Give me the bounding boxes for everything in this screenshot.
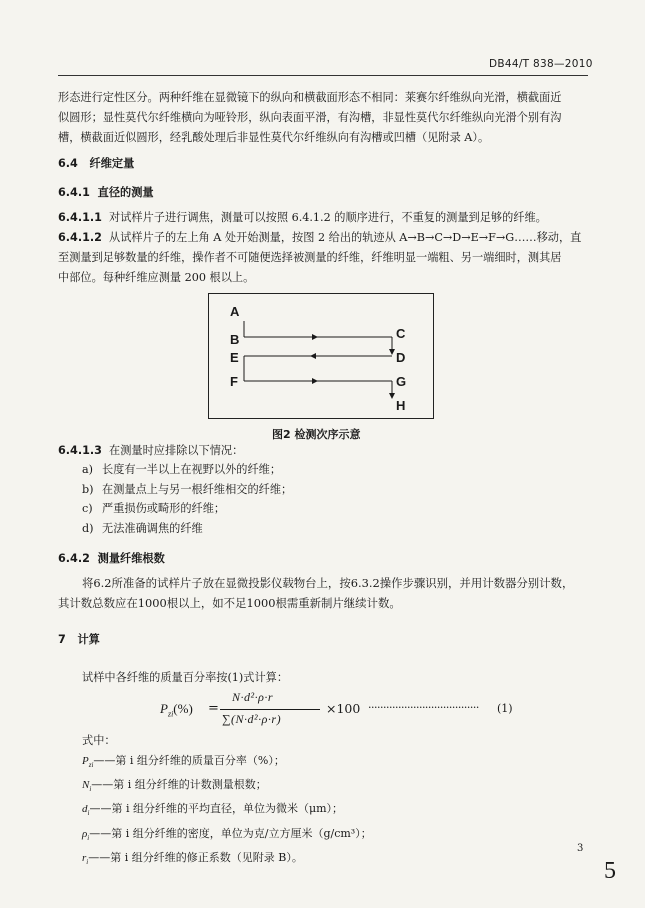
section-title: 测量纤维根数 <box>97 552 165 565</box>
point-e-label: E <box>230 350 239 365</box>
formula-lhs: $P_{zi}(\%)$ <box>160 701 193 719</box>
clause-6-4-1-1 <box>58 208 598 228</box>
section-7-heading <box>58 631 100 647</box>
point-g-label: G <box>396 374 407 389</box>
clause-6-4-1-2 <box>58 228 598 288</box>
section-title: 直径的测量 <box>97 186 154 199</box>
clause-number: 6.4.1.2 <box>58 231 102 244</box>
formula-equals: = <box>208 701 219 716</box>
formula-intro: 试样中各纤维的质量百分率按(1)式计算： <box>82 671 289 684</box>
point-h-label: H <box>396 398 406 413</box>
clause-line-3: 中部位。每种纤维应测量 200 根以上。 <box>58 271 255 284</box>
list-item: $P_{zi}——$第 i 组分纤维的质量百分率（%）； <box>82 754 285 770</box>
section-6-4-heading <box>58 155 134 171</box>
clause-text: 对试样片子进行调焦，测量可以按照 6.4.1.2 的顺序进行，不重复的测量到足够的纤维。 <box>109 211 547 224</box>
list-item: a) 长度有一半以上在视野以外的纤维； <box>82 463 282 476</box>
intro-paragraph <box>58 88 598 148</box>
clause-number: 6.4.1.1 <box>58 211 102 224</box>
clause-line-1: 将6.2所准备的试样片子放在显微投影仪载物台上，按6.3.2操作步骤识别，并用计数器分别计数， <box>82 576 574 590</box>
formula-times: ×100 <box>326 701 361 716</box>
clause-6-4-2-text <box>58 573 603 613</box>
clause-line-2: 至测量到足够数量的纤维，操作者不可随便选择被测量的纤维，纤维明显一端粗、另一端细时，测其居 <box>58 251 562 264</box>
point-a-label: A <box>230 304 240 319</box>
edge-page-number: 5 <box>604 858 616 884</box>
clause-text: 在测量时应排除以下情况： <box>109 444 244 457</box>
symbol-definitions <box>82 751 582 872</box>
page-number: 3 <box>577 843 584 854</box>
list-item: d) 无法准确调焦的纤维 <box>82 521 203 535</box>
section-number: 7 <box>58 633 66 646</box>
list-item: $r_i——$第 i 组分纤维的修正系数（见附录 B）。 <box>82 850 303 866</box>
section-title: 计算 <box>77 633 100 646</box>
point-c-label: C <box>396 326 406 341</box>
list-item: $d_i——$第 i 组分纤维的平均直径，单位为微米（μm）； <box>82 802 344 818</box>
list-item: b) 在测量点上与另一根纤维相交的纤维； <box>82 482 293 496</box>
document-code: DB44/T 838—2010 <box>489 58 593 70</box>
formula-number: (1) <box>497 702 513 715</box>
section-number: 6.4.2 <box>58 552 90 565</box>
clause-line-1: 从试样片子的左上角 A 处开始测量，按图 2 给出的轨迹从 A→B→C→D→E→F→G……移动，直 <box>109 231 582 244</box>
intro-line-3: 槽，横截面近似圆形，经乳酸处理后非显性莫代尔纤维纵向有沟槽或凹槽（见附录 A）。 <box>58 131 490 144</box>
list-item: $N_i——$第 i 组分纤维的计数测量根数； <box>82 778 267 794</box>
intro-line-2: 似圆形；显性莫代尔纤维横向为哑铃形，纵向表面平滑，有沟槽，非显性莫代尔纤维纵向光滑个别有沟 <box>58 111 562 124</box>
clause-number: 6.4.1.3 <box>58 444 102 457</box>
section-6-4-2-heading <box>58 550 165 566</box>
formula-denominator: ∑(N·d²·ρ·r) <box>222 712 282 726</box>
point-f-label: F <box>230 374 238 389</box>
list-item: $\rho_i——$第 i 组分纤维的密度，单位为克/立方厘米（g/cm³）； <box>82 826 372 842</box>
section-number: 6.4.1 <box>58 186 90 199</box>
section-title: 纤维定量 <box>89 157 135 170</box>
list-item: c) 严重损伤或畸形的纤维； <box>82 502 226 515</box>
formula-1 <box>160 690 520 732</box>
formula-dots: ····································· <box>368 701 479 714</box>
fraction-bar <box>220 709 320 710</box>
figure-caption: 图2 检测次序示意 <box>272 428 361 441</box>
section-6-4-1-heading <box>58 184 154 200</box>
clause-line-2: 其计数总数应在1000根以上，如不足1000根需重新制片继续计数。 <box>58 596 401 610</box>
intro-line-1: 形态进行定性区分。两种纤维在显微镜下的纵向和横截面形态不相同：莱赛尔纤维纵向光滑，横截面近 <box>58 91 562 104</box>
point-d-label: D <box>396 350 406 365</box>
clause-6-4-1-3 <box>58 441 598 461</box>
header-rule <box>58 75 588 76</box>
where-label: 式中： <box>82 734 116 747</box>
section-number: 6.4 <box>58 157 78 170</box>
exclusion-list <box>82 460 582 538</box>
point-b-label: B <box>230 332 240 347</box>
figure-2 <box>208 293 434 419</box>
formula-numerator: N·d²·ρ·r <box>232 690 274 704</box>
